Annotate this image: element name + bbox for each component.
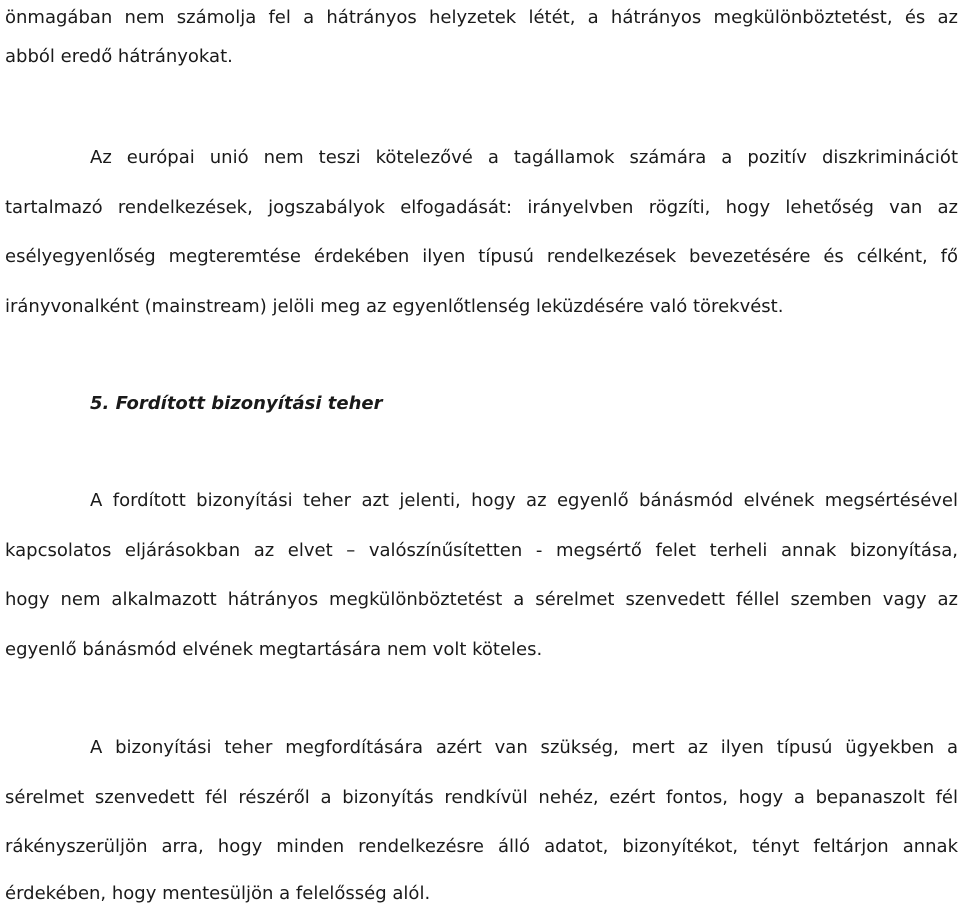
paragraph-reason-line-3: rákényszerüljön arra, hogy minden rendelkezésre álló adatot, bizonyítékot, tényt feltárjon annak xyxy=(5,836,958,857)
paragraph-burden-line-2: kapcsolatos eljárásokban az elvet – valószínűsítetten - megsértő felet terheli annak bizonyítása, xyxy=(5,540,958,561)
paragraph-reason-line-2: sérelmet szenvedett fél részéről a bizonyítás rendkívül nehéz, ezért fontos, hogy a bepanaszolt fél xyxy=(5,787,958,808)
paragraph-eu-line-1: Az európai unió nem teszi kötelezővé a tagállamok számára a pozitív diszkriminációt xyxy=(90,147,958,168)
intro-line-1: önmagában nem számolja fel a hátrányos helyzetek létét, a hátrányos megkülönböztetést, és az xyxy=(5,7,958,28)
section-heading: 5. Fordított bizonyítási teher xyxy=(90,393,383,414)
paragraph-eu-line-4: irányvonalként (mainstream) jelöli meg az egyenlőtlenség leküzdésére való törekvést. xyxy=(5,296,784,317)
intro-line-2: abból eredő hátrányokat. xyxy=(5,46,233,67)
paragraph-burden-line-4: egyenlő bánásmód elvének megtartására nem volt köteles. xyxy=(5,639,543,660)
paragraph-reason-line-1: A bizonyítási teher megfordítására azért van szükség, mert az ilyen típusú ügyekben a xyxy=(90,737,958,758)
paragraph-reason-line-4: érdekében, hogy mentesüljön a felelősség alól. xyxy=(5,883,431,904)
paragraph-burden-line-1: A fordított bizonyítási teher azt jelenti, hogy az egyenlő bánásmód elvének megsértésével xyxy=(90,490,958,511)
paragraph-burden-line-3: hogy nem alkalmazott hátrányos megkülönböztetést a sérelmet szenvedett féllel szemben vagy az xyxy=(5,589,958,610)
paragraph-eu-line-2: tartalmazó rendelkezések, jogszabályok elfogadását: irányelvben rögzíti, hogy lehetőség van az xyxy=(5,197,958,218)
paragraph-eu-line-3: esélyegyenlőség megteremtése érdekében ilyen típusú rendelkezések bevezetésére és célként, fő xyxy=(5,246,958,267)
